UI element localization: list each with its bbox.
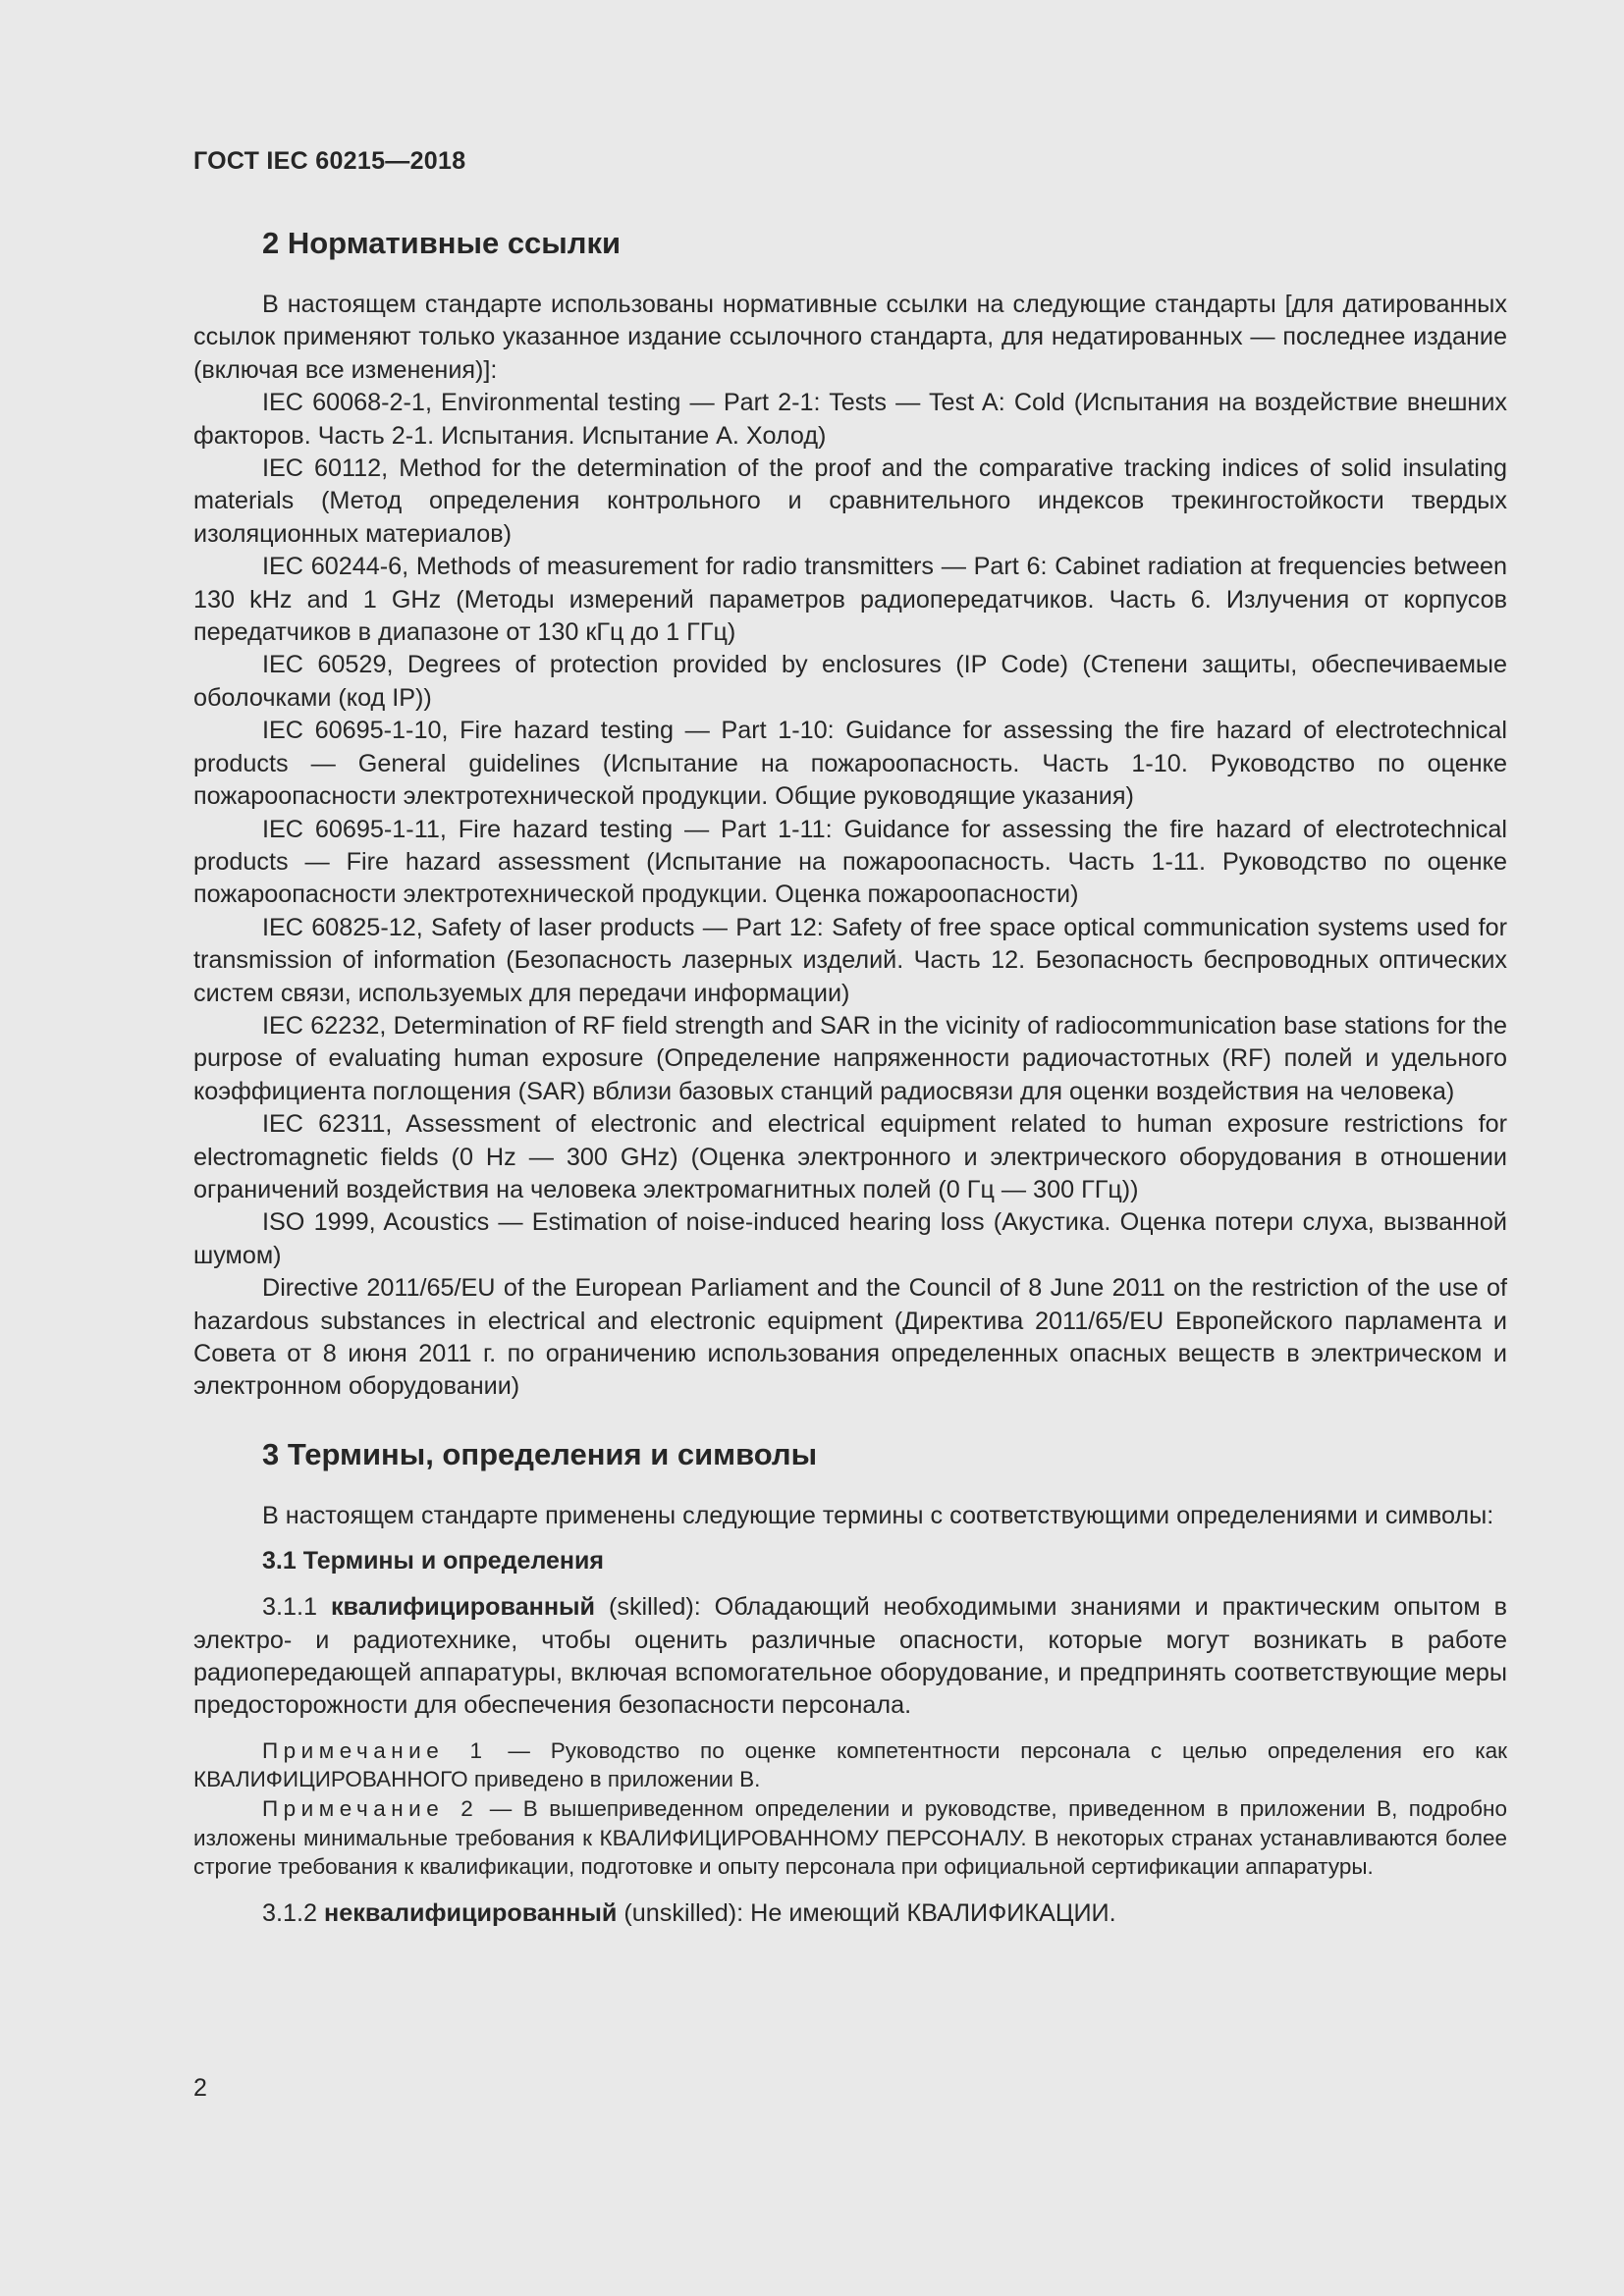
term-text: (unskilled): Не имеющий КВАЛИФИКАЦИИ.	[623, 1898, 1116, 1927]
reference-item: IEC 60695-1-11, Fire hazard testing — Part 1-11: Guidance for assessing the fire hazard of electrotechnical products — Fire hazard assessment (Испытание на пожароопасность. Часть 1-11. Руководство по оценке пожароопасности электротехнической продукции. Оценка пожароопасности)	[193, 815, 1507, 909]
reference-item: IEC 60112, Method for the determination of the proof and the comparative tracking indices of solid insulating materials (Метод определения контрольного и сравнительного индексов трекингостойкости твердых изоляционных материалов)	[193, 454, 1507, 548]
section-2-title: 2 Нормативные ссылки	[262, 226, 622, 260]
note-1	[193, 1736, 1507, 1794]
note-label: Примечание 2	[262, 1796, 479, 1822]
reference-item: ISO 1999, Acoustics — Estimation of noise-induced hearing loss (Акустика. Оценка потери слуха, вызванной шумом)	[193, 1208, 1507, 1269]
term-definition-3-1-2	[193, 1897, 1507, 1930]
section-3-intro: В настоящем стандарте применены следующие термины с соответствующими определениями и символы:	[262, 1501, 1494, 1529]
page-number: 2	[193, 2074, 207, 2102]
running-header: ГОСТ IEC 60215—2018	[193, 147, 466, 175]
reference-item: IEC 62232, Determination of RF field strength and SAR in the vicinity of radiocommunication base stations for the purpose of evaluating human exposure (Определение напряженности радиочастотных (RF) полей и удельного коэффициента поглощения (SAR) вблизи базовых станций радиосвязи для оценки воздействия на человека)	[193, 1011, 1507, 1105]
term-number: 3.1.2	[262, 1898, 318, 1927]
reference-item: IEC 60695-1-10, Fire hazard testing — Part 1-10: Guidance for assessing the fire hazard of electrotechnical products — General guidelines (Испытание на пожароопасность. Часть 1-10. Руководство по оценке пожароопасности электротехнической продукции. Общие руководящие указания)	[193, 717, 1507, 811]
note-text: — Руководство по оценке компетентности персонала с целью определения его как КВАЛИФИЦИРОВАННОГО приведено в приложении В.	[193, 1737, 1507, 1792]
reference-item: IEC 60825-12, Safety of laser products — Part 12: Safety of free space optical communication systems used for transmission of information (Безопасность лазерных изделий. Часть 12. Безопасность беспроводных оптических систем связи, используемых для передачи информации)	[193, 913, 1507, 1007]
section-3-title: 3 Термины, определения и символы	[262, 1436, 818, 1471]
page-content	[193, 220, 1507, 1930]
normative-references-list	[193, 387, 1507, 1404]
section-2-intro: В настоящем стандарте использованы нормативные ссылки на следующие стандарты [для датированных ссылок применяют только указанное издание ссылочного стандарта, для недатированных — последнее издание (включая все изменения)]:	[193, 291, 1507, 384]
term-name: неквалифицированный	[324, 1898, 618, 1927]
term-number: 3.1.1	[262, 1593, 318, 1622]
reference-item: Directive 2011/65/EU of the European Parliament and the Council of 8 June 2011 on the restriction of the use of hazardous substances in electrical and electronic equipment (Директива 2011/65/EU Европейского парламента и Совета от 8 июня 2011 г. по ограничению использования определенных опасных веществ в электрическом и электронном оборудовании)	[193, 1274, 1507, 1401]
reference-item: IEC 60244-6, Methods of measurement for radio transmitters — Part 6: Cabinet radiation at frequencies between 130 kHz and 1 GHz (Методы измерений параметров радиопередатчиков. Часть 6. Излучения от корпусов передатчиков в диапазоне от 130 кГц до 1 ГГц)	[193, 553, 1507, 647]
note-2	[193, 1794, 1507, 1882]
subsection-3-1-title: 3.1 Термины и определения	[262, 1547, 604, 1575]
notes-block	[193, 1736, 1507, 1882]
section-3	[193, 1431, 1507, 1930]
reference-item: IEC 62311, Assessment of electronic and electrical equipment related to human exposure restrictions for electromagnetic fields (0 Hz — 300 GHz) (Оценка электронного и электрического оборудования в отношении ограничений воздействия на человека электромагнитных полей (0 Гц — 300 ГГц))	[193, 1110, 1507, 1203]
reference-item: IEC 60068-2-1, Environmental testing — Part 2-1: Tests — Test A: Cold (Испытания на воздействие внешних факторов. Часть 2-1. Испытания. Испытание А. Холод)	[193, 389, 1507, 450]
term-name: квалифицированный	[330, 1593, 596, 1622]
term-definition-3-1-1	[193, 1591, 1507, 1723]
note-text: — В вышеприведенном определении и руководстве, приведенном в приложении В, подробно изложены минимальные требования к КВАЛИФИЦИРОВАННОМУ ПЕРСОНАЛУ. В некоторых странах устанавливаются более строгие требования к квалификации, подготовке и опыту персонала при официальной сертификации аппаратуры.	[193, 1796, 1507, 1880]
note-label: Примечание 1	[262, 1737, 488, 1763]
term-text: (skilled): Обладающий необходимыми знаниями и практическим опытом в электро- и радиотехнике, чтобы оценить различные опасности, которые могут возникать в работе радиопередающей аппаратуры, включая вспомогательное оборудование, и предпринять соответствующие меры предосторожности для обеспечения безопасности персонала.	[193, 1593, 1508, 1720]
reference-item: IEC 60529, Degrees of protection provided by enclosures (IP Code) (Степени защиты, обеспечиваемые оболочками (код IP))	[193, 651, 1507, 712]
